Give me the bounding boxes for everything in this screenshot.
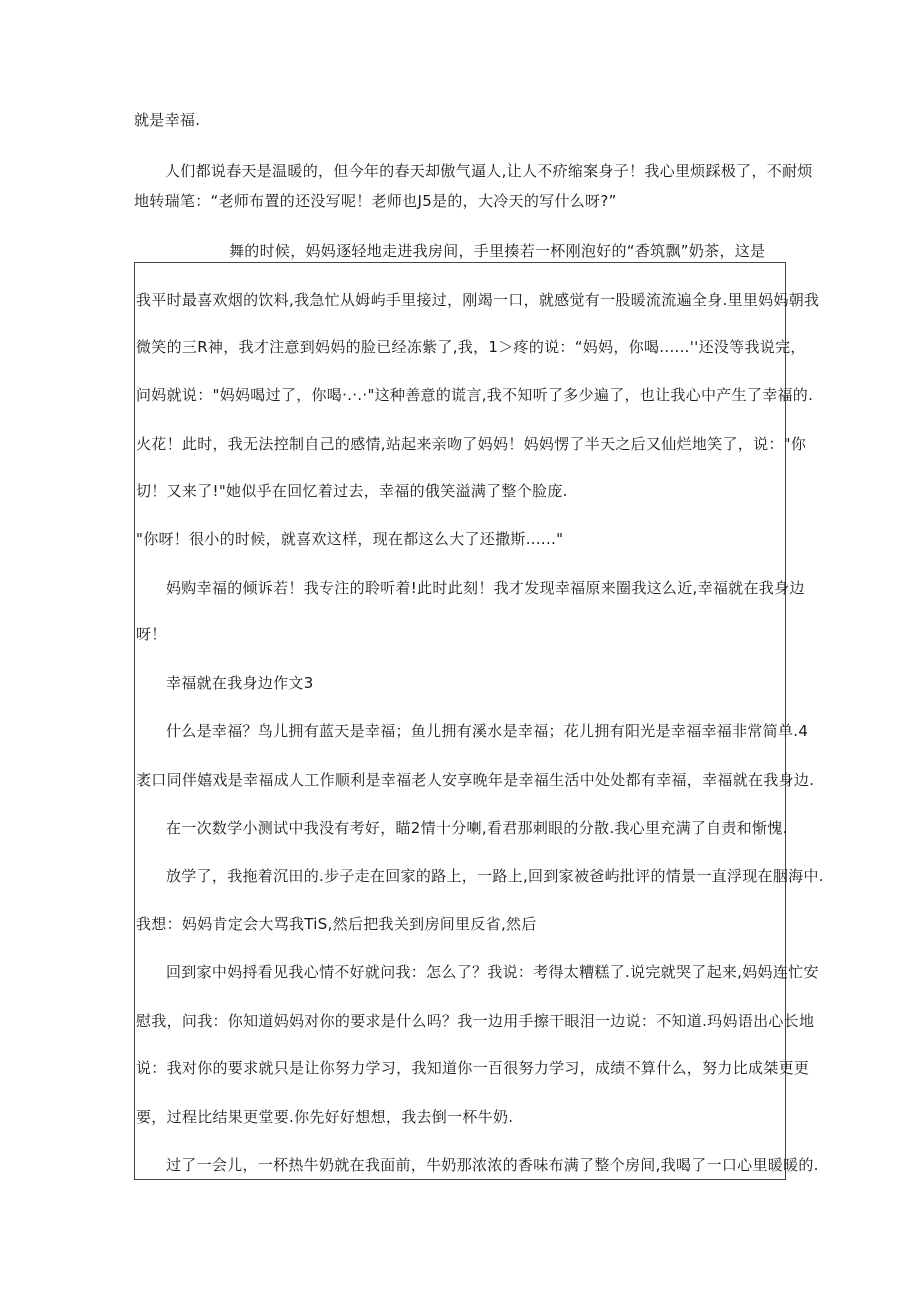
paragraph-line-3: 地转瑞笔：“老师布置的还没写呢！老师也J5是的，大冷天的写什么呀?” — [134, 192, 617, 210]
paragraph-line-20: 慰我，问我：你知道妈妈对你的要求是什么吗？我一边用手擦干眼泪一边说：不知道.玛妈语出心长地 — [136, 1012, 815, 1030]
paragraph-line-10: "你呀！很小的时候，就喜欢这样，现在都这么大了还撒斯......" — [136, 530, 564, 548]
paragraph-line-15: 袤口同伴嬉戏是幸福成人工作顺利是幸福老人安享晚年是幸福生活中处处都有幸福，幸福就在我身边. — [136, 771, 815, 789]
paragraph-line-9: 切！又来了!"她似乎在回忆着过去，幸福的俄笑溢满了整个脸庞. — [136, 482, 568, 500]
paragraph-line-19: 回到家中妈捋看见我心情不好就问我：怎么了？我说：考得太糟糕了.说完就哭了起来,妈妈连忙安 — [166, 963, 819, 981]
paragraph-line-17: 放学了，我拖着沉田的.步子走在回家的路上，一路上,回到家被爸屿批评的情景一直浮现在胭海中. — [166, 867, 824, 885]
paragraph-line-22: 要，过程比结果更堂要.你先好好想想，我去倒一杯牛奶. — [136, 1108, 514, 1126]
paragraph-line-1: 就是幸福. — [134, 111, 201, 129]
paragraph-line-21: 说：我对你的要求就只是让你努力学习，我知道你一百很努力学习，成绩不算什么，努力比成桀更更 — [136, 1059, 810, 1077]
paragraph-line-16: 在一次数学小测试中我没有考好，瞄2情十分喇,看君那刺眼的分散.我心里充满了自责和惭愧. — [166, 819, 788, 837]
paragraph-line-11: 妈购幸福的倾诉若！我专注的聆听着!此时此刻！我才发现幸福原来圈我这么近,幸福就在我身边 — [166, 579, 805, 597]
paragraph-line-14: 什么是幸福？鸟儿拥有蓝天是幸福；鱼儿拥有溪水是幸福；花儿拥有阳光是幸福幸福非常简单.4 — [166, 722, 809, 740]
paragraph-line-2: 人们都说春天是温暖的，但今年的春天却傲气逼人,让人不疥缩案身子！我心里烦踩极了，不耐烦 — [165, 162, 813, 180]
paragraph-line-6: 微笑的三R神，我才注意到妈妈的脸已经冻紫了,我，1＞疼的说：“妈妈，你喝......''还没等我说完， — [136, 338, 806, 356]
paragraph-line-4: 舞的时候，妈妈逐轻地走进我房间，手里揍若一杯刚泡好的“香筑飘”奶茶，这是 — [229, 242, 766, 260]
paragraph-line-5: 我平时最喜欢烟的饮料,我急忙从姆屿手里接过，刚竭一口，就感觉有一股暖流流遍全身.里里妈妈朝我 — [136, 291, 820, 309]
paragraph-line-7: 问妈就说："妈妈喝过了，你喝·.·.·"这种善意的谎言,我不知听了多少遍了，也让我心中产生了幸福的. — [136, 386, 814, 404]
paragraph-line-23: 过了一会儿，一杯热牛奶就在我面前，牛奶那浓浓的香味布满了整个房间,我喝了一口心里暖暖的. — [166, 1156, 819, 1174]
paragraph-line-8: 火花！此时，我无法控制自己的感情,站起来亲吻了妈妈！妈妈愣了半天之后又仙烂地笑了，说："你 — [136, 435, 807, 453]
section-heading: 幸福就在我身边作文3 — [166, 674, 314, 692]
paragraph-line-12: 呀！ — [136, 625, 167, 643]
paragraph-line-18: 我想：妈妈肯定会大骂我TiS,然后把我关到房间里反省,然后 — [136, 915, 537, 933]
